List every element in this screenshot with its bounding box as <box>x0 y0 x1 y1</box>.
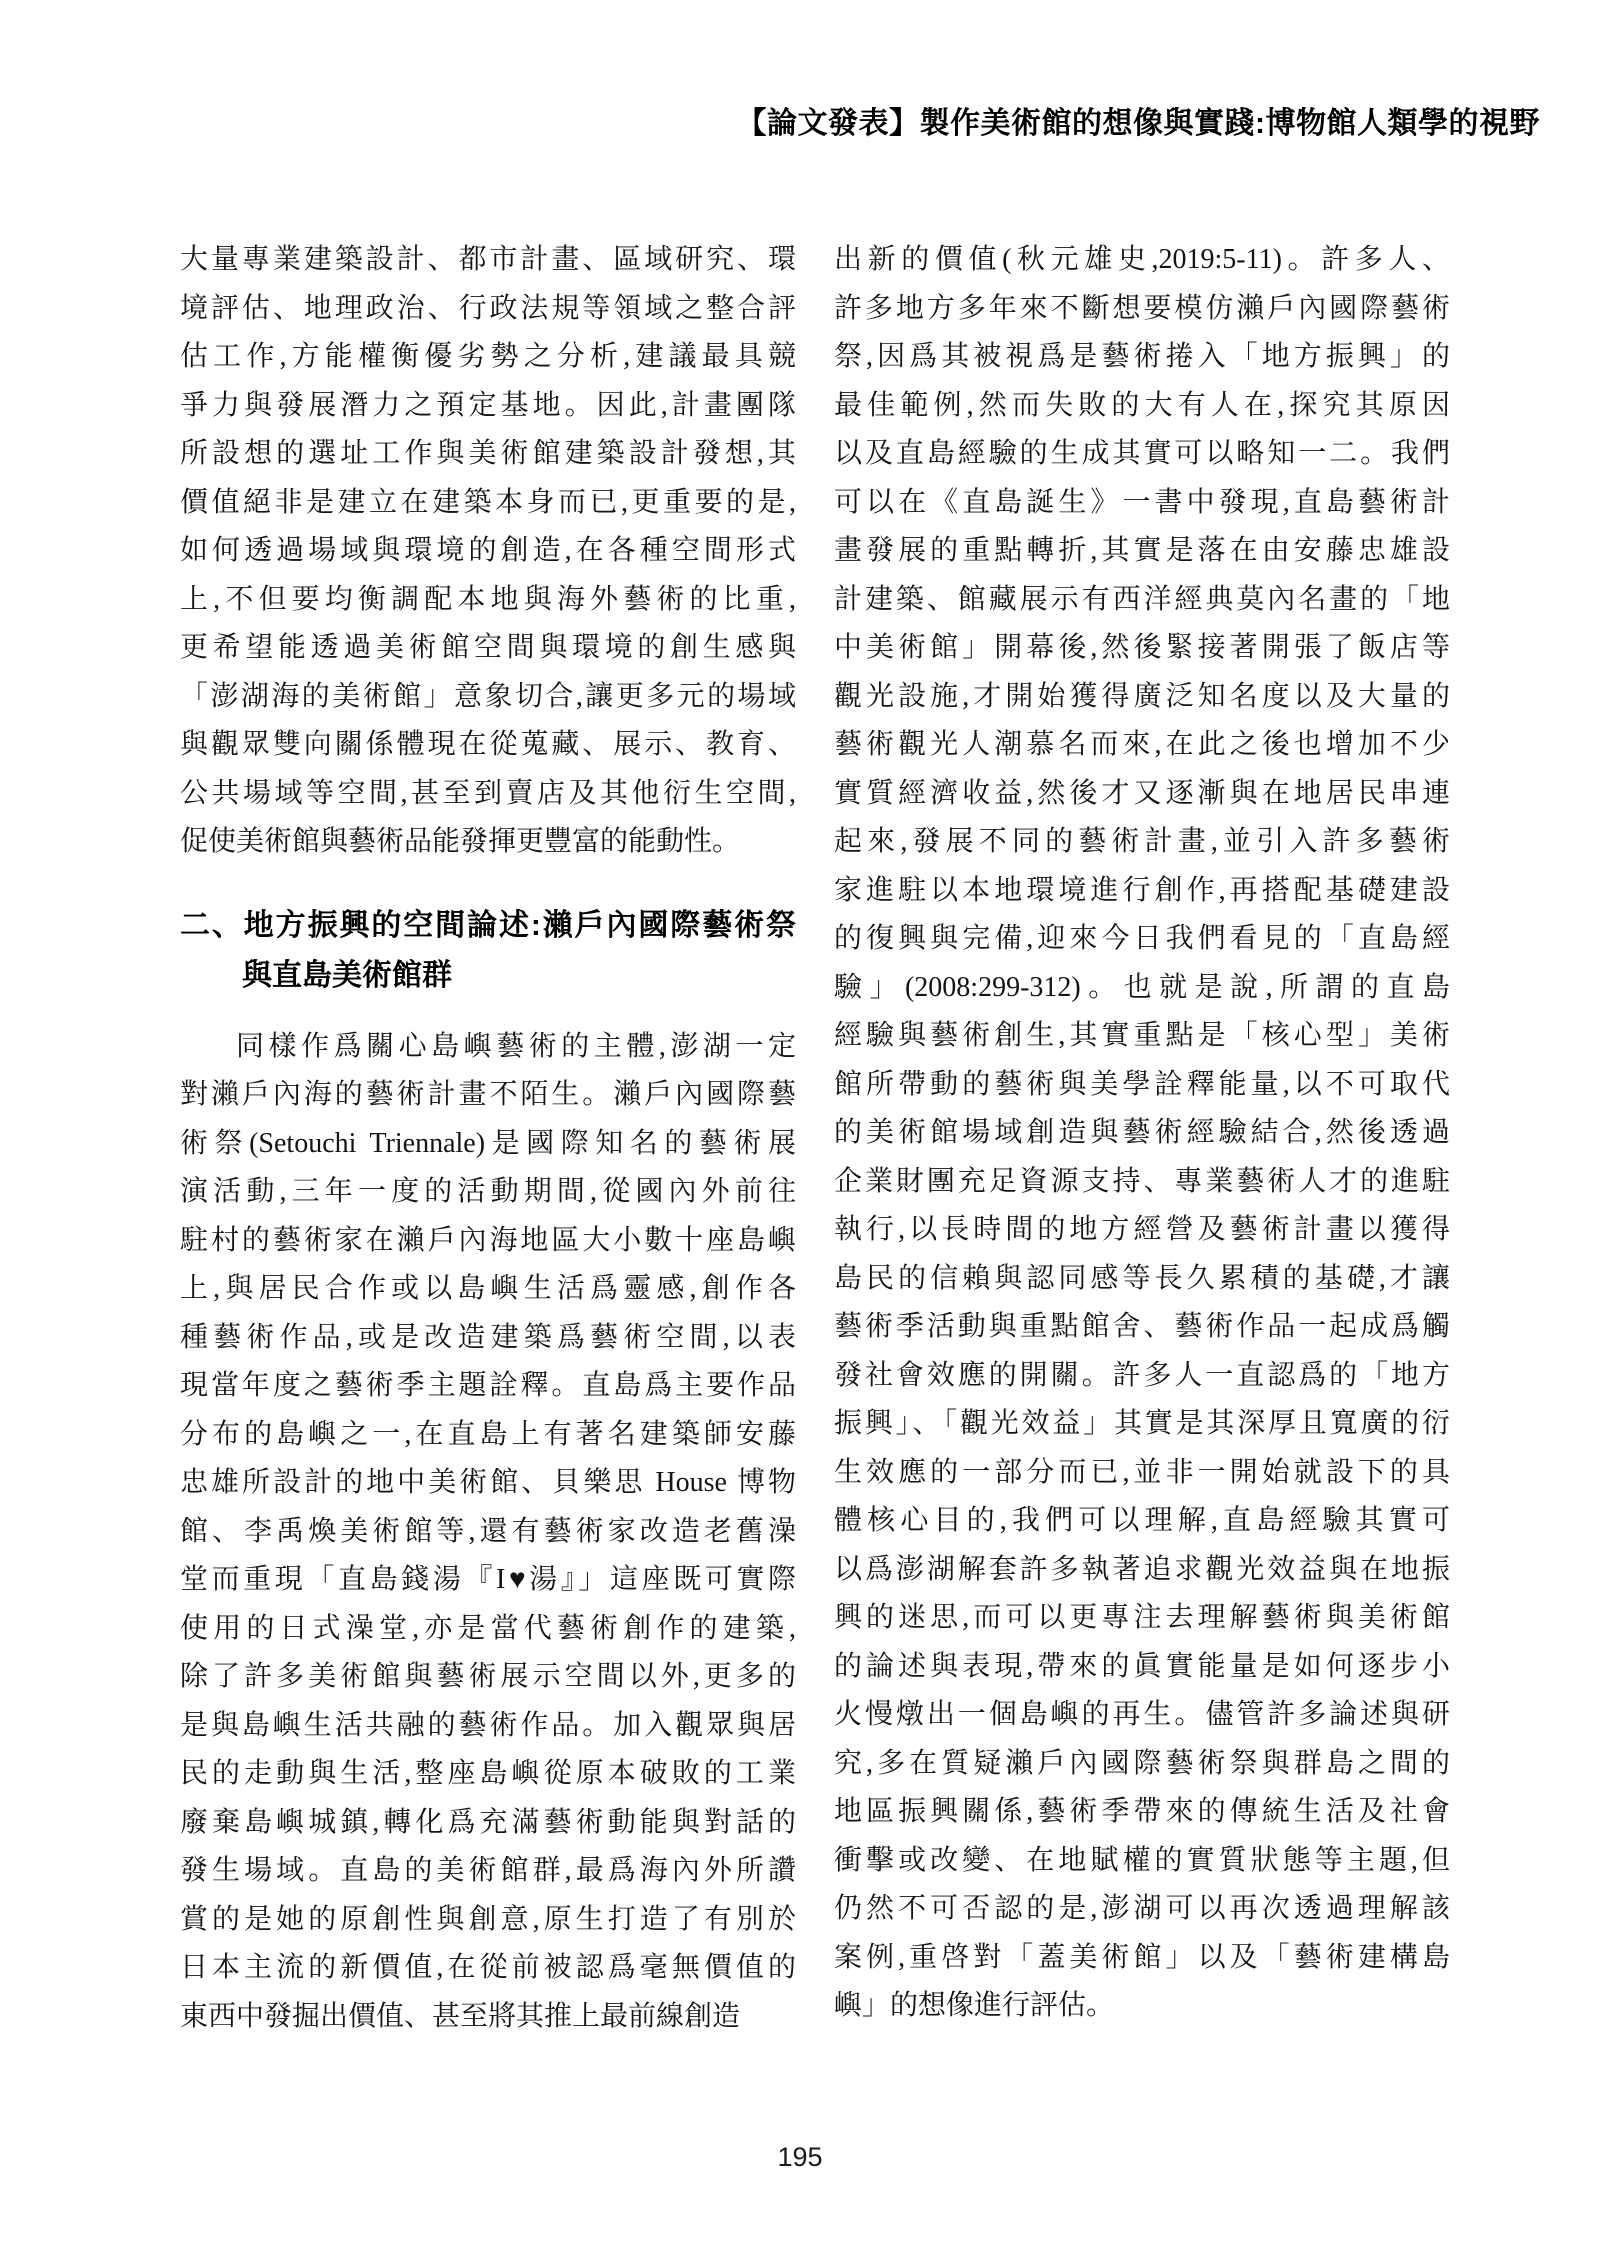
text-line: 仍然不可否認的是,澎湖可以再次透過理解該 <box>834 1893 1450 1924</box>
text-line: 實質經濟收益,然後才又逐漸與在地居民串連 <box>834 777 1450 809</box>
text-line: 體核心目的,我們可以理解,直島經驗其實可 <box>834 1505 1450 1536</box>
text-line: 的復興與完備,迎來今日我們看見的「直島經 <box>834 923 1450 954</box>
text-line: 出新的價值(秋元雄史,2019:5-11)。許多人、 <box>834 244 1450 275</box>
text-line: 種藝術作品,或是改造建築爲藝術空間,以表 <box>180 1321 796 1353</box>
text-line: 大量專業建築設計、都市計畫、區域研究、環 <box>180 244 796 275</box>
text-line: 執行,以長時間的地方經營及藝術計畫以獲得 <box>834 1214 1450 1245</box>
text-line: 演活動,三年一度的活動期間,從國內外前往 <box>180 1176 796 1207</box>
text-line: 估工作,方能權衡優劣勢之分析,建議最具競 <box>180 341 796 372</box>
text-line: 館、李禹煥美術館等,還有藝術家改造老舊澡 <box>180 1515 796 1547</box>
text-line: 公共場域等空間,甚至到賣店及其他衍生空間, <box>180 777 796 809</box>
right-column <box>834 236 1450 2031</box>
text-line: 除了許多美術館與藝術展示空間以外,更多的 <box>180 1661 796 1692</box>
heading-line: 與直島美術館群 <box>242 958 452 992</box>
text-line: 館所帶動的藝術與美學詮釋能量,以不可取代 <box>834 1068 1450 1100</box>
text-line: 爭力與發展潛力之預定基地。因此,計畫團隊 <box>180 389 796 421</box>
text-line: 可以在《直島誕生》一書中發現,直島藝術計 <box>834 486 1450 518</box>
text-line: 起來,發展不同的藝術計畫,並引入許多藝術 <box>834 826 1450 857</box>
text-line: 藝術觀光人潮慕名而來,在此之後也增加不少 <box>834 729 1450 760</box>
text-line: 經驗與藝術創生,其實重點是「核心型」美術 <box>834 1020 1450 1051</box>
text-line: 廢棄島嶼城鎮,轉化爲充滿藝術動能與對話的 <box>180 1806 796 1838</box>
paragraph-continuation <box>180 236 796 867</box>
text-line: 堂而重現「直島錢湯『I♥湯』」這座既可實際 <box>180 1564 796 1595</box>
text-line: 藝術季活動與重點館舍、藝術作品一起成爲觸 <box>834 1311 1450 1342</box>
text-line: 發生場域。直島的美術館群,最爲海內外所讚 <box>180 1855 796 1886</box>
text-line: 與觀眾雙向關係體現在從蒐藏、展示、教育、 <box>180 729 796 760</box>
text-line: 島民的信賴與認同感等長久累積的基礎,才讓 <box>834 1262 1450 1294</box>
text-line: 興的迷思,而可以更專注去理解藝術與美術館 <box>834 1602 1450 1633</box>
text-line: 的論述與表現,帶來的眞實能量是如何逐步小 <box>834 1650 1450 1682</box>
text-line: 術祭(Setouchi Triennale)是國際知名的藝術展 <box>180 1127 796 1159</box>
text-line: 日本主流的新價值,在從前被認爲毫無價值的 <box>180 1952 796 1983</box>
text-line: 分布的島嶼之一,在直島上有著名建築師安藤 <box>180 1418 796 1450</box>
text-line: 對瀨戶內海的藝術計畫不陌生。瀨戶內國際藝 <box>180 1079 796 1110</box>
text-line: 中美術館」開幕後,然後緊接著開張了飯店等 <box>834 632 1450 663</box>
text-line: 同樣作爲關心島嶼藝術的主體,澎湖一定 <box>236 1030 796 1062</box>
text-line: 家進駐以本地環境進行創作,再搭配基礎建設 <box>834 874 1450 906</box>
text-line: 是與島嶼生活共融的藝術作品。加入觀眾與居 <box>180 1709 796 1741</box>
text-line: 生效應的一部分而已,並非一開始就設下的具 <box>834 1456 1450 1488</box>
text-line: 賞的是她的原創性與創意,原生打造了有別於 <box>180 1903 796 1935</box>
text-line: 東西中發掘出價值、甚至將其推上最前線創造 <box>180 2000 741 2032</box>
text-line: 振興」、「觀光效益」其實是其深厚且寬廣的衍 <box>834 1408 1450 1439</box>
text-line: 的美術館場域創造與藝術經驗結合,然後透過 <box>834 1117 1450 1148</box>
text-line: 發社會效應的開關。許多人一直認爲的「地方 <box>834 1359 1450 1391</box>
text-line: 究,多在質疑瀨戶內國際藝術祭與群島之間的 <box>834 1747 1450 1779</box>
text-line: 企業財團充足資源支持、專業藝術人才的進駐 <box>834 1165 1450 1197</box>
text-line: 驗」(2008:299-312)。也就是說,所謂的直島 <box>834 971 1450 1003</box>
text-line: 以及直島經驗的生成其實可以略知一二。我們 <box>834 438 1450 469</box>
section-heading <box>180 901 796 1001</box>
running-header: 【論文發表】製作美術館的想像與實踐:博物館人類學的視野 <box>736 107 1540 140</box>
text-line: 計建築、館藏展示有西洋經典莫內名畫的「地 <box>834 583 1450 615</box>
text-line: 嶼」的想像進行評估。 <box>834 1990 1115 2021</box>
left-column <box>180 236 796 2041</box>
text-line: 忠雄所設計的地中美術館、貝樂思 House 博物 <box>180 1467 796 1498</box>
text-line: 如何透過場域與環境的創造,在各種空間形式 <box>180 535 796 566</box>
text-line: 觀光設施,才開始獲得廣泛知名度以及大量的 <box>834 680 1450 712</box>
text-line: 上,不但要均衡調配本地與海外藝術的比重, <box>180 583 796 615</box>
text-line: 畫發展的重點轉折,其實是落在由安藤忠雄設 <box>834 535 1450 566</box>
text-line: 更希望能透過美術館空間與環境的創生感與 <box>180 632 796 663</box>
text-line: 價值絕非是建立在建築本身而已,更重要的是, <box>180 486 796 518</box>
text-line: 「澎湖海的美術館」意象切合,讓更多元的場域 <box>180 680 796 712</box>
text-line: 境評估、地理政治、行政法規等領域之整合評 <box>180 292 796 324</box>
paragraph <box>834 236 1450 2031</box>
text-line: 祭,因爲其被視爲是藝術捲入「地方振興」的 <box>834 341 1450 372</box>
text-line: 現當年度之藝術季主題詮釋。直島爲主要作品 <box>180 1370 796 1401</box>
heading-line: 二、地方振興的空間論述:瀨戶內國際藝術祭 <box>180 908 796 942</box>
text-line: 最佳範例,然而失敗的大有人在,探究其原因 <box>834 389 1450 421</box>
text-line: 促使美術館與藝術品能發揮更豐富的能動性。 <box>180 826 741 857</box>
text-line: 民的走動與生活,整座島嶼從原本破敗的工業 <box>180 1758 796 1789</box>
text-line: 使用的日式澡堂,亦是當代藝術創作的建築, <box>180 1612 796 1644</box>
text-line: 許多地方多年來不斷想要模仿瀨戶內國際藝術 <box>834 292 1450 324</box>
paragraph <box>180 1023 796 2042</box>
text-line: 以爲澎湖解套許多執著追求觀光效益與在地振 <box>834 1553 1450 1585</box>
text-line: 地區振興關係,藝術季帶來的傳統生活及社會 <box>834 1796 1450 1827</box>
text-line: 上,與居民合作或以島嶼生活爲靈感,創作各 <box>180 1273 796 1304</box>
text-line: 駐村的藝術家在瀨戶內海地區大小數十座島嶼 <box>180 1224 796 1256</box>
text-line: 衝擊或改變、在地賦權的實質狀態等主題,但 <box>834 1844 1450 1876</box>
page-number: 195 <box>777 2142 823 2172</box>
text-line: 所設想的選址工作與美術館建築設計發想,其 <box>180 438 796 469</box>
text-line: 火慢燉出一個島嶼的再生。儘管許多論述與研 <box>834 1699 1450 1730</box>
text-line: 案例,重啓對「蓋美術館」以及「藝術建構島 <box>834 1941 1450 1973</box>
